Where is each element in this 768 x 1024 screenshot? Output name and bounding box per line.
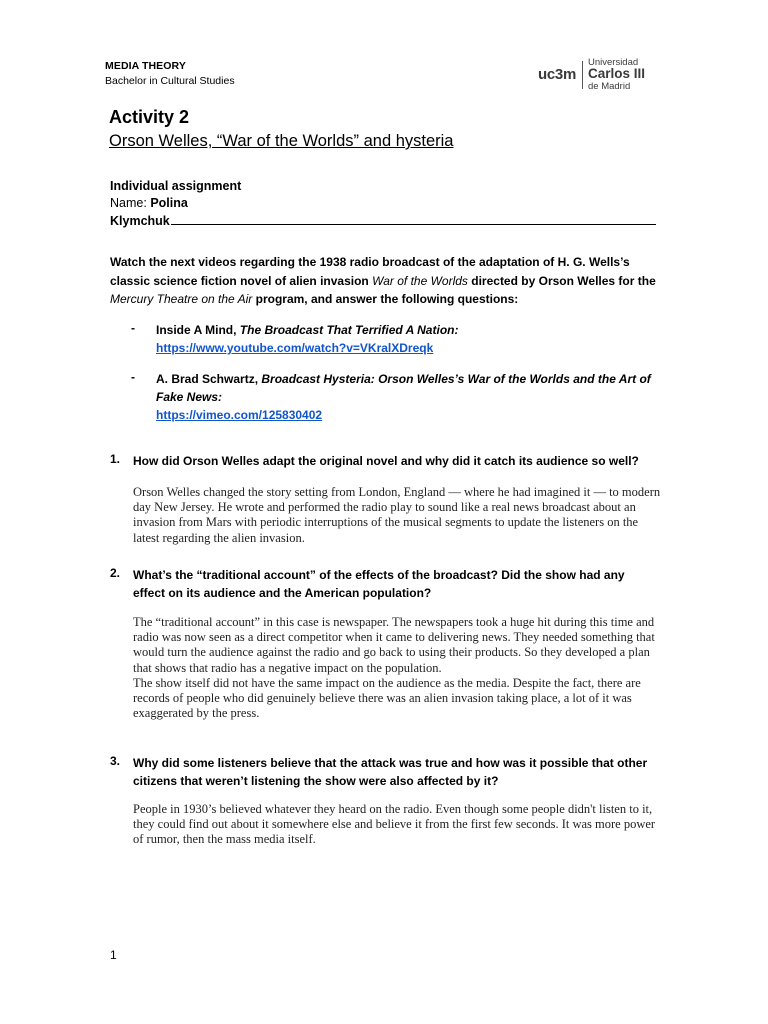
name-label: Name: [110, 196, 147, 210]
video-author: Inside A Mind, [156, 323, 240, 337]
intro-italic-2: Mercury Theatre on the Air [110, 292, 253, 306]
logo-line-2: Carlos III [588, 66, 646, 81]
answer-paragraph: The “traditional account” in this case is newspaper. The newspapers took a huge hit during this time and radio was now seen as a direct competitor when it came to delivering news. They needed something that would turn the audience against the radio and go back to using their products. So they developed a plan that shows that radio has a negative impact on the population. [133, 615, 655, 675]
question-text: How did Orson Welles adapt the original novel and why did it catch its audience so well? [133, 454, 639, 468]
question-text: What’s the “traditional account” of the effects of the broadcast? Did the show had any effect on its audience and the American population? [133, 568, 625, 600]
logo-line-3: de Madrid [588, 81, 631, 92]
activity-title: Activity 2 [109, 107, 190, 127]
logo-mark: uc3m [538, 66, 576, 83]
answer-block [133, 615, 661, 721]
bullet-dash: - [131, 321, 135, 335]
intro-text-2: directed by Orson Welles for the [467, 273, 656, 288]
course-title: MEDIA THEORY [105, 60, 186, 72]
answer-paragraph: The show itself did not have the same impact on the audience as the media. Despite the fact, there are records of people who did genuinely believe there was an alien invasion taking place, a lot of it was exaggerated by the press. [133, 675, 641, 721]
video-title: The Broadcast That Terrified A Nation: [239, 323, 459, 337]
question-text: Why did some listeners believe that the attack was true and how was it possible that other citizens that weren’t listening the show were also affected by it? [133, 756, 648, 788]
instructions-paragraph [110, 253, 658, 309]
video-item [156, 321, 661, 357]
logo-divider [582, 61, 583, 89]
answer-block [133, 485, 661, 546]
answer-paragraph: People in 1930’s believed whatever they heard on the radio. Even though some people didn't listen to it, they could find out about it somewhere else and believe it from the first few seconds. It was more power of rumor, then the mass media itself. [133, 802, 656, 847]
assignment-type: Individual assignment [110, 179, 242, 193]
video-link[interactable]: https://vimeo.com/125830402 [156, 408, 323, 422]
video-title: Broadcast Hysteria: Orson Welles’s War of the Worlds and the Art of Fake News: [156, 372, 651, 404]
first-name: Polina [150, 196, 188, 210]
video-author: A. Brad Schwartz, [156, 372, 262, 386]
intro-italic-1: War of the Worlds [372, 273, 468, 288]
question-number: 2. [110, 566, 121, 580]
last-name: Klymchuk [110, 214, 170, 228]
question-number: 1. [110, 452, 121, 466]
last-name-row [110, 213, 660, 228]
name-row [110, 196, 188, 210]
university-logo [538, 57, 650, 93]
video-item [156, 370, 661, 424]
answer-paragraph: Orson Welles changed the story setting from London, England — where he had imagined it — to modern day New Jersey. He wrote and performed the radio play to sound like a real news broadcast about an invasion from Mars with periodic interruptions of the musical segments to update the listeners on the latest regarding the alien invasion. [133, 485, 661, 545]
question-number: 3. [110, 754, 121, 768]
intro-text-3: program, and answer the following questions: [252, 292, 519, 306]
bullet-dash: - [131, 370, 135, 384]
logo-line-1: Universidad [588, 57, 639, 68]
page-number: 1 [110, 948, 117, 962]
course-subtitle: Bachelor in Cultural Studies [105, 75, 235, 87]
intro-text-1: Watch the next videos regarding the 1938 radio broadcast of the adaptation of H. G. Wells’s classic science fiction novel of alien invasion [110, 255, 630, 288]
video-link[interactable]: https://www.youtube.com/watch?v=VKralXDreqk [156, 341, 434, 355]
answer-block [133, 802, 661, 848]
name-underline [171, 213, 656, 225]
activity-subtitle: Orson Welles, “War of the Worlds” and hysteria [109, 132, 454, 150]
